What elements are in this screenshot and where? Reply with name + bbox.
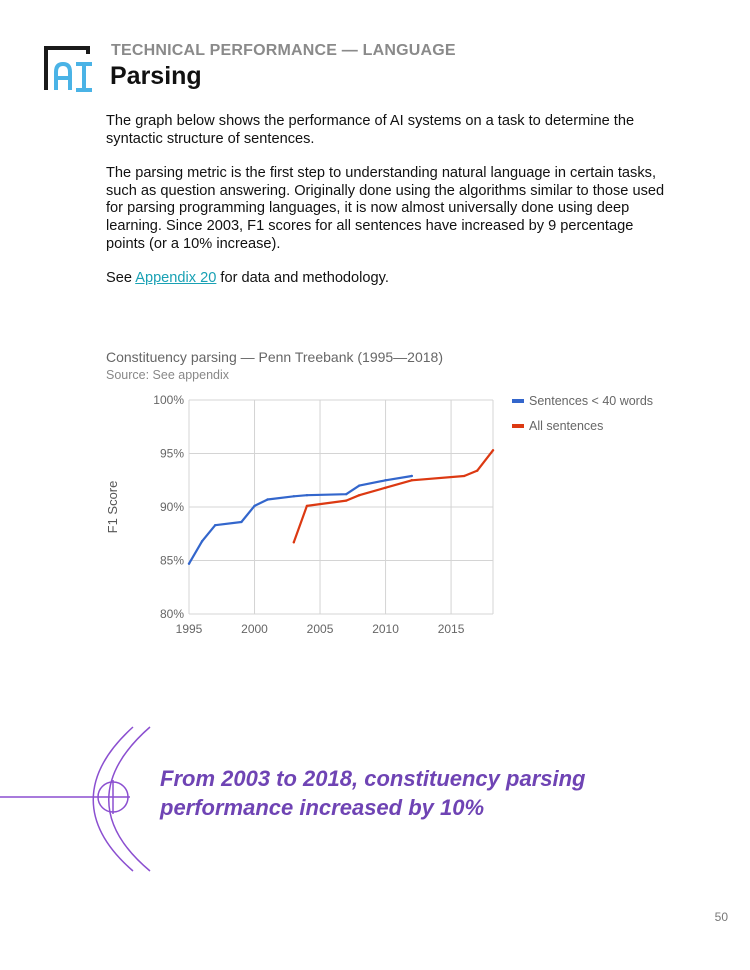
x-tick-label: 2015: [437, 622, 465, 636]
detail-paragraph: The parsing metric is the first step to understanding natural language in certain tasks, such as question answering. Originally done using the algorithms similar to those used for parsing programming languages, it is now almost universally done using deep learning. Since 2003, F1 scores for all sentences have increased by 9 percentage points (or a 10% increase).: [106, 165, 665, 252]
data-point: [293, 495, 295, 497]
data-point: [358, 494, 360, 496]
data-point: [214, 524, 216, 526]
legend-swatch: [512, 399, 524, 403]
data-point: [306, 505, 308, 507]
data-point: [188, 563, 190, 565]
y-tick-label: 95%: [159, 446, 184, 461]
appendix-note: [106, 270, 666, 288]
data-point: [463, 475, 465, 477]
data-point: [240, 521, 242, 523]
section-label: TECHNICAL PERFORMANCE — LANGUAGE: [111, 42, 456, 59]
page-number: 50: [714, 910, 728, 924]
intro-paragraph: The graph below shows the performance of AI systems on a task to determine the syntactic structure of sentences.: [106, 113, 635, 147]
y-tick-label: 85%: [159, 553, 184, 568]
appendix-prefix: See: [106, 270, 136, 287]
legend-label: Sentences < 40 words: [529, 394, 654, 408]
data-point: [384, 479, 386, 481]
line-chart: [0, 380, 750, 640]
data-point: [266, 498, 268, 500]
y-axis-title: F1 Score: [105, 480, 120, 534]
y-tick-label: 100%: [153, 393, 184, 407]
data-point: [358, 484, 360, 486]
appendix-suffix: for data and methodology.: [216, 270, 389, 287]
x-tick-label: 1995: [175, 622, 203, 636]
chart-title: Constituency parsing — Penn Treebank (1995—2018): [106, 349, 443, 365]
data-point: [345, 493, 347, 495]
data-point: [293, 541, 295, 543]
legend-label: All sentences: [529, 419, 604, 433]
y-tick-label: 90%: [159, 500, 184, 514]
page-title: Parsing: [110, 62, 202, 90]
callout-headline: From 2003 to 2018, constituency parsing performance increased by 10%: [160, 766, 586, 820]
x-tick-label: 2010: [372, 622, 399, 636]
ai-index-logo: [42, 44, 102, 92]
series-line-1: [294, 450, 493, 542]
legend-swatch: [512, 424, 524, 428]
appendix-link[interactable]: Appendix 20: [135, 270, 217, 287]
data-point: [345, 499, 347, 501]
x-tick-label: 2005: [306, 622, 334, 636]
x-tick-label: 2000: [241, 622, 268, 636]
chart-source: Source: See appendix: [106, 368, 230, 382]
data-point: [384, 487, 386, 489]
data-point: [306, 494, 308, 496]
data-point: [411, 475, 413, 477]
data-point: [411, 479, 413, 481]
y-tick-label: 80%: [159, 607, 184, 621]
crosshair-graphic: [0, 725, 160, 875]
data-point: [201, 540, 203, 542]
data-point: [492, 449, 494, 451]
data-point: [476, 469, 478, 471]
data-point: [253, 505, 255, 507]
body-text: [106, 113, 666, 305]
